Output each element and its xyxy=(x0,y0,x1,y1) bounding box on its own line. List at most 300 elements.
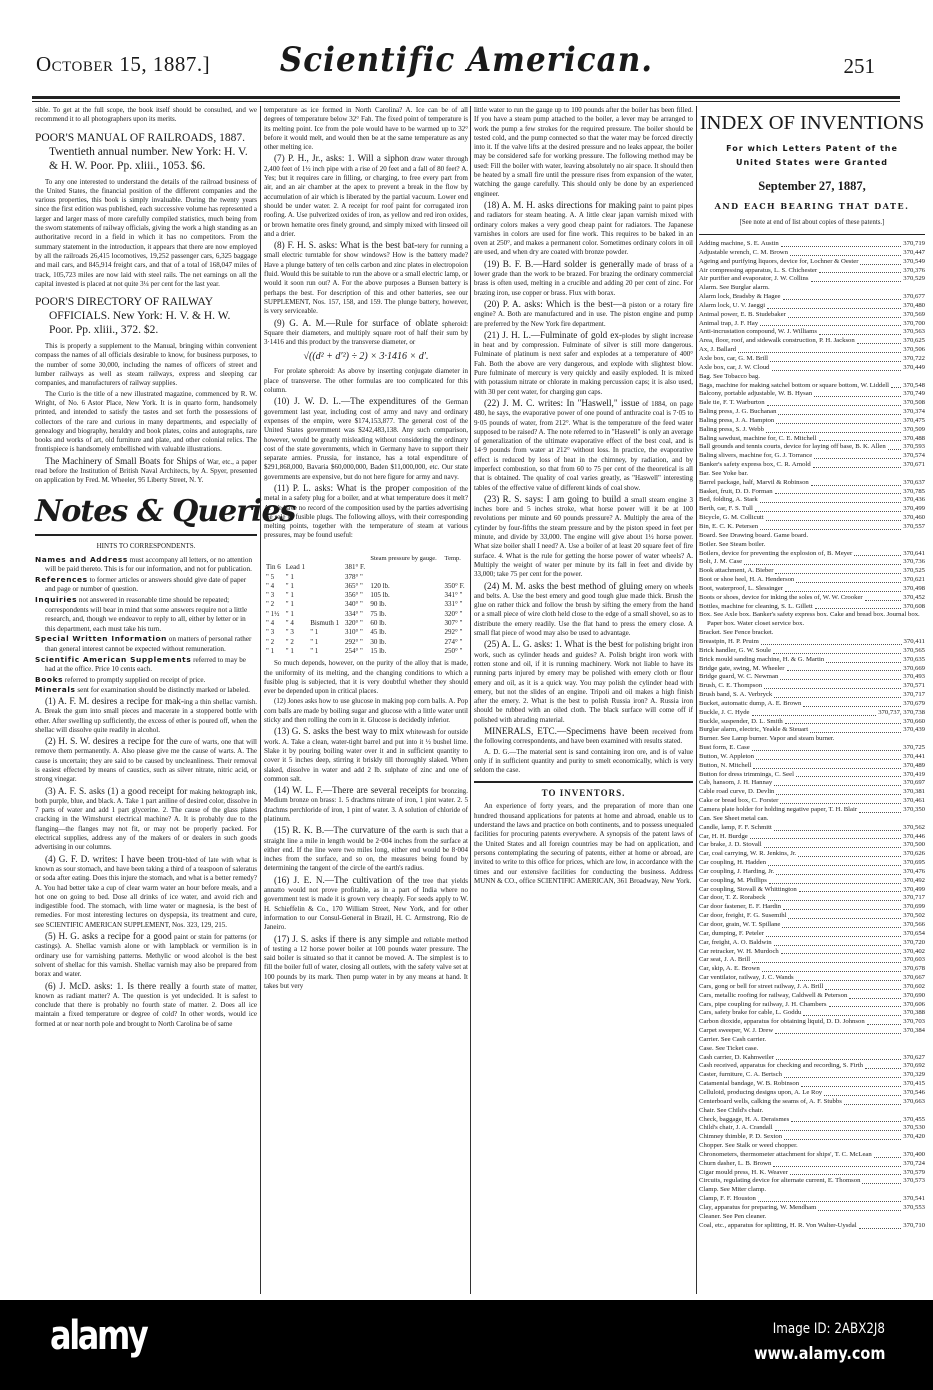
invention-name: Boot, waterproof, L. Slessinger xyxy=(699,584,783,592)
dot-leader xyxy=(796,582,901,583)
query-answer xyxy=(264,396,468,482)
query-lead: MINERALS, ETC.—Specimens have been xyxy=(484,726,649,736)
query-lead: (2) H. S. W. desires a recipe for the xyxy=(45,736,178,747)
dot-leader xyxy=(750,838,902,839)
patent-number: 370,669 xyxy=(903,664,925,672)
index-entry xyxy=(699,841,925,850)
paragraph: A. D. G.—The material sent is sand containing iron ore, and is of value only if in sufficient quantity and purity to smelt economically, which is very seldom the case. xyxy=(474,747,693,775)
patent-number: 370,677 xyxy=(903,293,925,301)
dot-leader xyxy=(775,1033,901,1034)
patent-number: 370,489 xyxy=(903,761,925,769)
index-entry xyxy=(699,956,925,965)
index-entry xyxy=(699,470,925,479)
column-divider xyxy=(470,106,471,1294)
patent-number: 370,749 xyxy=(903,390,925,398)
invention-name: Car, coal carrying, W. R. Jenkins, Jr. xyxy=(699,850,797,858)
dot-leader xyxy=(865,600,902,601)
hint-text: must accompany all letters, or no attention will be paid thereto. This is for our information, and not for publication. xyxy=(45,555,253,574)
table-cell: 320° " xyxy=(344,619,363,628)
patent-number: 370,502 xyxy=(903,912,925,920)
patent-number: 370,509 xyxy=(903,425,925,433)
invention-name: Cash carrier, D. Kahnweiler xyxy=(699,1053,774,1061)
query-text: bled of late with what is known as sour stomach, and have been taking a third of a teaspoon of saleratus or soda after eating. Does this injure the stomach, and what is a better remedy? A. You had better take a cup of clear warm water an hour before meals, and a hot one on going to bed. Dose all drinks of ice water, and avoid rich and indigestible food. The stomach, with lime water or magnesia, is the best of remedies. For most interesting lectures on dyspepsia, its treatment and cure, see SCIENTIFIC AMERICAN SUPPLEMENT, Nos. 323, 129, 215. xyxy=(35,855,257,929)
patent-number: 370,525 xyxy=(903,567,925,575)
invention-name: Axle box, car, G. M. Brill xyxy=(699,354,769,362)
query-answer xyxy=(264,825,468,873)
table-cell: " 4 xyxy=(266,619,275,628)
index-entry xyxy=(699,638,925,647)
invention-name: Baling slivers, machine for, G. J. Torrance xyxy=(699,452,813,460)
query-text: piston or a rotary fire engine? A. Both are manufactured and in use. The piston engine and pump are preferred by the New York fire department. xyxy=(474,300,694,328)
invention-name: Car coupling, M. Phillips xyxy=(699,876,767,884)
invention-name: Brick handler, G. W. Soule xyxy=(699,646,771,654)
invention-name: Boilers, device for preventing the explosion of, B. Meyer xyxy=(699,549,853,557)
index-entry xyxy=(699,771,925,780)
invention-name: Air compressing apparatus, L. S. Chichester xyxy=(699,266,818,274)
patent-number: 370,660 xyxy=(903,717,925,725)
paragraph: sible. To get at the full scope, the book itself should be consulted, and we recommend it to all photographers upon its merits. xyxy=(35,106,257,124)
index-entry xyxy=(699,797,925,806)
patent-number: 370,436 xyxy=(903,496,925,504)
invention-name: Ball grounds and tennis courts, device for laying off base, B. K. Allen xyxy=(699,443,886,451)
invention-name: Chair. See Child's chair. xyxy=(699,1106,764,1114)
index-entry xyxy=(699,1054,925,1063)
index-entry xyxy=(699,983,925,992)
table-cell xyxy=(308,600,343,609)
patent-number: 370,566 xyxy=(903,920,925,928)
invention-name: Caster, furniture, C. A. Bertsch xyxy=(699,1071,782,1079)
index-entry xyxy=(699,390,925,399)
patent-number: 370,500 xyxy=(903,841,925,849)
invention-name: Bale tie, F. T. Warburton xyxy=(699,399,765,407)
index-entry xyxy=(699,426,925,435)
invention-name: Coal, etc., apparatus for splitting, H. R. Von Walter-Uysdal xyxy=(699,1221,857,1229)
index-entry xyxy=(699,939,925,948)
query-answer xyxy=(35,696,257,735)
paragraph: The Curio is the title of a new illustrated magazine, commenced by R. W. Wright, of No. 6 Astor Place, New York. It is in quarto form, handsomely printed, and intended to satisfy the tastes and set forth the possessions of collectors of the rare and curious in many departments, and especially of genealogy and biography, heraldry and book plates, coins and autographs, rare books and works of art, old furniture and plate, and other colonial relics. The frontispiece is handsomely embellished with valuable illustrations. xyxy=(35,389,257,454)
invention-name: Chronometers, thermometer attachment for ships', T. C. McLean xyxy=(699,1150,872,1158)
dot-leader xyxy=(860,264,901,265)
hint-term: Names and Address xyxy=(35,554,128,564)
alloy-table xyxy=(264,555,468,656)
index-entry xyxy=(699,921,925,930)
dot-leader xyxy=(781,246,902,247)
dot-leader xyxy=(774,945,902,946)
invention-name: Churn dasher, L. B. Brown xyxy=(699,1159,772,1167)
index-entry xyxy=(699,1160,925,1169)
dot-leader xyxy=(865,1068,901,1069)
patent-number: 370,654 xyxy=(903,929,925,937)
query-text: ing a thin shellac varnish. A. Break the gum into small pieces and macerate in a stoppered bottle with ether. After swelling up sufficiently, the excess of ether is poured off, when the shellac will dissolve quite readily in alcohol. xyxy=(35,697,257,734)
query-lead: (4) G. F. D. writes: I have been trou- xyxy=(45,853,186,864)
index-entry xyxy=(699,691,925,700)
invention-name: Adding machine, S. E. Austin xyxy=(699,240,779,247)
table-cell: 250° " xyxy=(444,646,463,655)
index-entry xyxy=(699,532,925,541)
hint-text: referred to may be had at the office. Price 10 cents each. xyxy=(45,655,246,674)
dot-leader xyxy=(819,440,902,441)
patent-number: 370,785 xyxy=(903,487,925,495)
table-header xyxy=(308,555,343,564)
invention-name: Carrier. See Cash carrier. xyxy=(699,1035,767,1043)
table-header: Temp. xyxy=(444,554,461,562)
table-cell xyxy=(368,563,442,572)
index-entry xyxy=(699,1124,925,1133)
patent-number: 370,710 xyxy=(903,1221,925,1229)
query-lead: (17) J. S. asks if there is any simple xyxy=(274,933,410,944)
query-lead: (11) P. L. asks: What is the proper xyxy=(274,482,410,493)
dot-leader xyxy=(774,785,901,786)
query-answer xyxy=(474,494,693,580)
patent-number: 370,402 xyxy=(903,947,925,955)
invention-name: Camera plate holder for holding negative paper, T. H. Blair xyxy=(699,806,858,813)
index-entry xyxy=(699,1018,925,1027)
invention-name: Bust form, E. Case xyxy=(699,744,750,752)
index-entry xyxy=(699,594,925,603)
query-text: spheroid: Square their diameters, and multiply square root of half their sum by 3·1416 and this product by the transverse diameter, or xyxy=(264,319,468,347)
index-entry xyxy=(699,665,925,674)
table-cell: " 1 xyxy=(285,581,294,590)
index-entry xyxy=(699,275,925,284)
dot-leader xyxy=(760,325,901,326)
table-cell xyxy=(308,573,343,582)
table-cell: Bismuth 1 xyxy=(310,619,340,628)
query-answer xyxy=(35,931,257,979)
spheroid-formula: √((d² + d′²) ÷ 2) × 3·1416 × d′. xyxy=(303,351,429,363)
correspondent-hint xyxy=(35,595,257,634)
dot-leader xyxy=(814,458,901,459)
query-answer xyxy=(264,153,468,239)
index-entry xyxy=(699,1177,925,1186)
table-row xyxy=(264,582,468,591)
dot-leader xyxy=(775,573,901,574)
patent-number: 370,626 xyxy=(903,850,925,858)
index-entry xyxy=(699,700,925,709)
table-header xyxy=(264,555,284,564)
patent-number: 370,571 xyxy=(903,682,925,690)
invention-name: Cars, gong or bell for street railway, J. A. Brill xyxy=(699,982,824,990)
query-lead: (16) J. E. N.—The cultivation of the xyxy=(274,874,420,885)
page-number: 251 xyxy=(843,54,875,78)
patent-number: 370,411 xyxy=(903,637,925,645)
dot-leader xyxy=(758,1201,901,1202)
query-text: emery on wheels and belts. A. Use the best emery and good tough glue made thick. Brush the glue on rather thick and follow the brush by sifting the emery from the hand or a small piece of wire cloth held close to the edge of a small shovel, so as to distribute the emery readily. Use the flat hand to press the emery close. A small flat piece of wood may also be used to advantage. xyxy=(474,582,693,638)
query-answer xyxy=(474,330,693,397)
table-cell: " 4 xyxy=(266,581,275,590)
index-entry xyxy=(699,1133,925,1142)
dot-leader xyxy=(826,662,901,663)
patent-number: 370,603 xyxy=(903,956,925,964)
query-lead: (18) A. M. H. asks directions for making xyxy=(484,199,637,210)
invention-name: Cleaner. See Pen cleaner. xyxy=(699,1212,767,1220)
dot-leader xyxy=(780,679,901,680)
invention-name: Board. See Drawing board. Game board. xyxy=(699,531,809,539)
dot-leader xyxy=(772,370,902,371)
table-cell: " 3 xyxy=(266,628,275,637)
index-entry xyxy=(699,744,925,753)
dot-leader xyxy=(774,830,901,831)
invention-name: Clay, apparatus for preparing, W. Mendham xyxy=(699,1203,817,1211)
invention-name: Barrel package, half, Marvil & Robinson xyxy=(699,478,809,486)
dot-leader xyxy=(784,1077,901,1078)
invention-name: Bag. See Tobacco bag. xyxy=(699,372,760,380)
invention-name: Car retracker, W. H. Murdoch xyxy=(699,947,779,955)
invention-name: Car door, freight, F. G. Susemihl xyxy=(699,912,787,920)
dot-leader xyxy=(796,776,901,777)
query-answer xyxy=(264,240,468,316)
patent-number: 370,678 xyxy=(903,965,925,973)
index-entry xyxy=(699,912,925,921)
index-entry xyxy=(699,1071,925,1080)
index-entry xyxy=(699,488,925,497)
patent-number: 370,637 xyxy=(903,478,925,486)
table-cell: 254° " xyxy=(344,646,363,655)
index-entry xyxy=(699,382,925,391)
table-cell: " 5 xyxy=(266,572,275,581)
query-answer xyxy=(474,259,693,298)
query-lead: (23) R. S. says: I am going to build a xyxy=(484,493,629,504)
query-text: of War, etc., a paper read before the Institution of British Naval Architects, by A. Spyer, presented on application by Fred. M. Wheeler, 95 Liberty Street, N. Y. xyxy=(35,457,257,485)
dot-leader xyxy=(862,1183,901,1184)
dot-leader xyxy=(782,927,901,928)
table-header xyxy=(284,555,308,564)
table-cell: 381° F. xyxy=(344,563,366,572)
patent-number: 370,415 xyxy=(903,1080,925,1088)
book-notice-heading: POOR'S MANUAL OF RAILROADS, 1887. Twentieth annual number. New York: H. V. & H. W. Poor. Pp. xliii., 1053. $6. xyxy=(35,131,248,172)
dot-leader xyxy=(801,1086,901,1087)
table-cell: " 3 xyxy=(266,591,275,600)
patent-number: 370,493 xyxy=(903,673,925,681)
invention-name: Bicycle, G. M. Collicutt xyxy=(699,514,764,522)
dot-leader xyxy=(788,317,901,318)
column-3 xyxy=(474,106,693,1296)
invention-name: Button, W. Appleton xyxy=(699,752,754,760)
index-entry xyxy=(699,930,925,939)
patent-number: 370,508 xyxy=(903,399,925,407)
paragraph: temperature as ice formed in North Carolina? A. Ice can be of all degrees of temperature below 32° Fah. The fixed point of temperature is its melting point. Ice from the pole would have to be warmed up to 32° before it would melt, and would then be at the same temperature as any other melting ice. xyxy=(264,106,468,152)
query-text: tery for running a small electric turntable for show windows? How is the battery made? Have a plunge battery of ten cells carbon and zinc plates in electropoion fluid. Would this be suitable to run the above or a small electric lamp, or would it soon run out? A. For the above purposes a Bunsen battery is perhaps the best. For description of this and other batteries, see our SUPPLEMENT, Nos. 157, 158, and 159. The plunge battery, however, is very serviceable. xyxy=(264,242,468,316)
query-text: paint to paint pipes and radiators for steam heating. A. A little clear japan varnish mixed with ordinary colors makes a very good cheap paint for radiators. The Japanese varnishes in colors are used for fine work. This requires to be baked in an oven at 250°, and makes a permanent color. Sometimes ordinary colors in oil are used, and when dry are coated with bronze powder. xyxy=(474,201,693,257)
query-text: making hektograph ink, both purple, blue, and black. A. Take 1 part aniline of desired color, dissolve in 7 parts of water and add 1 part glycerine. 2. The cause of the glass plates cracking in the Wimshurst electrical machine? A. It is probably due to the flanging—the flanges may not fit, or may not be properly packed. For electrical supplies, address any of the makers of or dealers in such goods advertising in our columns. xyxy=(35,787,258,852)
patent-number: 370,374 xyxy=(903,408,925,416)
invention-name: Animal trap, J. F. Hay xyxy=(699,319,759,327)
table-cell: " 1 xyxy=(285,591,294,600)
invention-name: Baling press, J. A. Hampton xyxy=(699,416,775,424)
invention-name: Buckle, J. C. Hyde xyxy=(699,708,750,716)
dot-leader xyxy=(768,865,901,866)
invention-name: Chopper. See Stalk or weed chopper. xyxy=(699,1142,798,1150)
patent-number: 370,376 xyxy=(903,266,925,274)
paragraph: An experience of forty years, and the preparation of more than one hundred thousand applications for patents at home and abroad, enable us to understand the laws and practice on both continents, and to possess unequaled facilities for procuring patents everywhere. A synopsis of the patent laws of the United States and all foreign countries may be had on application, and persons contemplating the securing of patents, either at home or abroad, are invited to write to this office for prices, which are low, in accordance with the times and our extensive facilities for conducting the business. Address MUNN & CO., office SCIENTIFIC AMERICAN, 361 Broadway, New York. xyxy=(474,802,693,885)
patent-number: 370,663 xyxy=(903,1097,925,1105)
invention-name: Cab, hansom, J. H. Hannay xyxy=(699,779,773,787)
invention-name: Bottles, machine for cleaning, S. L. Gillett xyxy=(699,602,813,610)
invention-name: Burner. See Lamp burner. Vapor and steam burner. xyxy=(699,735,835,743)
index-entry xyxy=(699,479,925,488)
table-cell: 320° " xyxy=(444,609,463,618)
query-lead: (8) F. H. S. asks: What is the best bat- xyxy=(274,240,418,251)
patent-number: 370,574 xyxy=(903,452,925,460)
patent-number: 370,546 xyxy=(903,1089,925,1096)
index-entry xyxy=(699,735,925,744)
invention-name: Box. See Axle box. Banker's safety express box. Cake and bread box. Journal box. Paper box. Water closet service box. xyxy=(699,611,920,628)
table-header: Steam pressure by gauge. xyxy=(370,554,437,562)
query-text: earth is such that a straight line a mile in length would be 2·004 inches from the surface at either end. If the line were two miles long, either end would be 8·004 inches from the surface, and so on, the measures being found by determining the tangent of the circle of the earth's radius. xyxy=(264,827,468,873)
index-entry xyxy=(699,302,925,311)
table-cell: 292° " xyxy=(344,637,363,646)
query-text: for bronzing. Medium bronze on brass: 1. 5 drachms nitrate of iron, 1 pint water. 2. 5 drachms perchloride of iron, 1 pint of water. 3. A solution of chloride of platinum. xyxy=(264,787,469,823)
table-cell: 60 lb. xyxy=(370,619,387,628)
invention-name: Boot or shoe heel, H. A. Henderson xyxy=(699,576,795,584)
invention-name: Air purifier and evaporator, J. W. Collins xyxy=(699,275,809,283)
index-entry xyxy=(699,328,925,337)
invention-name: Car, dumping, F. Peteler xyxy=(699,929,764,937)
patent-number: 370,492 xyxy=(903,876,925,884)
dot-leader xyxy=(811,485,902,486)
index-entry xyxy=(699,284,925,293)
query-lead: (6) J. McD. asks: 1. Is there really a xyxy=(45,980,189,991)
paragraph: little water to run the gauge up to 100 pounds after the boiler has been filled. If you have a steam pump attached to the boiler, a lever may be arranged to work the pump a few strokes for the required pressure. The boiler should be tested cold, and the pump connected so that the water may be forced directly into it. If the valve lifts at the desired pressure and no leaks appear, the boiler may be considered safe for working pressure. The following method may be used: Fill the boiler with water, leaving absolutely no air space. It should then be heated by a small fire until the pressure rises from expansion of the water, watching the gauge carefully. This should only be done by an experienced engineer. xyxy=(474,106,693,198)
invention-name: Bin, E. C. K. Petersen xyxy=(699,523,759,530)
query-text: the German government last year, including cost of army and navy and ordinary expenses of the empire, were $174,153,877. The general cost of the United States government was $242,483,138. Any such comparison, however, would be greatly misleading without considering the ordinary cost of the state governments, which in Germany have to support their separate armies. Prussia, for instance, has a total expenditure of $291,868,000, Bavaria $60,000,000, Baden $11,000,000, etc. Our state governments are expensive, but do not here figure for army and navy. xyxy=(264,398,468,481)
index-entry xyxy=(699,1009,925,1018)
invention-name: Alarm. See Burglar alarm. xyxy=(699,284,770,292)
masthead-title: Scientific American. xyxy=(279,40,654,80)
invention-name: Carpet sweeper, W. J. Drew xyxy=(699,1027,774,1035)
index-entry xyxy=(699,364,925,373)
index-entry xyxy=(699,833,925,842)
patent-number: 370,400 xyxy=(903,1150,925,1158)
dot-leader xyxy=(824,1095,901,1096)
watermark-url: www.alamy.com xyxy=(753,1344,885,1364)
patent-number: 370,722 xyxy=(903,354,925,362)
query-answer xyxy=(264,785,468,824)
index-entry xyxy=(699,824,925,833)
patent-number: 370,419 xyxy=(903,770,925,778)
section-rule xyxy=(474,781,693,783)
index-entry xyxy=(699,1151,925,1160)
query-lead: (22) J. M. C. writes: In "Haswell," issue xyxy=(484,397,640,408)
dot-leader xyxy=(776,1059,901,1060)
patent-number: 370,541 xyxy=(903,1195,925,1203)
query-text: small steam engine 3 inches bore and 5 inches stroke, what horse power will it be at 100 revolutions per minute and 60 pounds pressure? A. Multiply the area of the cylinder by four-fifths the steam pressure and by the piston speed in feet per minute, and divide by 33,000. The engine will give about 1½ horse power. What size boiler shall I need? A. Use a boiler of at least 20 square feet of fire surface. 4. What is the rule for getting the horse power of water wheels? A. Multiply the weight of water per minute by its fall in feet and divide by 33,000; take 75 per cent for the power. xyxy=(474,495,693,579)
patent-number: 370,563 xyxy=(903,328,925,336)
index-rule xyxy=(699,234,925,235)
index-title: INDEX OF INVENTIONS xyxy=(699,112,925,134)
invention-name: Bridge gate, swing, M. Wheeler xyxy=(699,664,785,672)
patent-number: 370,692 xyxy=(903,1062,925,1070)
invention-name: Burglar alarm, electric, Yeakle & Steuart xyxy=(699,726,809,734)
patent-number: 370,449 xyxy=(903,363,925,371)
table-cell xyxy=(308,610,343,619)
patent-number: 370,475 xyxy=(903,416,925,424)
index-entry xyxy=(699,576,925,585)
dot-leader xyxy=(814,396,901,397)
invention-name: Check, baggage, H. A. Deraismes xyxy=(699,1115,790,1123)
patent-number: 370,641 xyxy=(903,549,925,557)
index-entry xyxy=(699,629,925,638)
invention-name: Cable road curve, D. Devlin xyxy=(699,788,775,796)
index-entry xyxy=(699,408,925,417)
patent-number: 370,736 xyxy=(903,558,925,566)
dot-leader xyxy=(769,883,901,884)
invention-name: Animal power, E. B. Studebaker xyxy=(699,310,786,318)
query-answer xyxy=(474,299,693,329)
index-entry xyxy=(699,753,925,762)
index-entry xyxy=(699,1098,925,1107)
table-cell: " 1 xyxy=(310,628,319,637)
section-heading: HINTS TO CORRESPONDENTS. xyxy=(96,541,196,550)
invention-name: Button for dress trimmings, C. Seel xyxy=(699,770,794,778)
patent-number: 370,460 xyxy=(903,514,925,522)
index-entry xyxy=(699,585,925,594)
table-row xyxy=(264,619,468,628)
table-cell: " 2 xyxy=(266,600,275,609)
dot-leader xyxy=(744,564,901,565)
patent-number: 370,703 xyxy=(903,1018,925,1026)
query-answer xyxy=(35,786,257,853)
query-answer xyxy=(474,581,693,639)
dot-leader xyxy=(761,644,902,645)
invention-name: Cars, pipe coupling for railway, J. H. Chambers xyxy=(699,1000,827,1008)
table-row xyxy=(264,600,468,609)
table-cell: " 1 xyxy=(266,646,275,655)
invention-name: Cars, metallic roofing for railway, Caldwell & Peterson xyxy=(699,991,848,999)
index-entry xyxy=(699,249,925,258)
invention-name: Bolt, J. M. Case xyxy=(699,558,743,566)
dot-leader xyxy=(767,405,902,406)
dot-leader xyxy=(785,723,902,724)
column-divider xyxy=(696,106,697,1294)
patent-number: 370,439 xyxy=(903,726,925,734)
correspondent-hint xyxy=(35,655,257,675)
dot-leader xyxy=(815,608,902,609)
index-entry xyxy=(699,992,925,1001)
invention-name: Baling sawdust, machine for, C. E. Mitchell xyxy=(699,434,817,442)
invention-name: Car door, grain, W. T. Spillane xyxy=(699,920,781,928)
table-header-row xyxy=(264,555,468,564)
dot-leader xyxy=(829,1006,902,1007)
index-entry xyxy=(699,877,925,886)
invention-name: Basket, fruit, D. D. Forman xyxy=(699,487,773,495)
index-entry xyxy=(699,1080,925,1089)
hint-term: Special Written Information xyxy=(35,634,167,644)
table-cell: 120 lb. xyxy=(370,581,390,590)
index-entry xyxy=(699,240,925,249)
index-entry xyxy=(699,806,925,815)
invention-name: Alarm lock, Bradsby & Hagee xyxy=(699,293,781,301)
index-entry xyxy=(699,1089,925,1098)
index-entry xyxy=(699,373,925,382)
table-cell: " 1 xyxy=(310,646,319,655)
dot-leader xyxy=(773,1166,901,1167)
index-entry xyxy=(699,726,925,735)
table-row xyxy=(264,573,468,582)
invention-name: Boiler. See Steam boiler. xyxy=(699,540,766,548)
table-row xyxy=(264,610,468,619)
index-entry xyxy=(699,461,925,470)
patent-number: 370,621 xyxy=(903,576,925,584)
index-entry xyxy=(699,762,925,771)
dot-leader xyxy=(784,1139,901,1140)
column-divider xyxy=(260,106,261,1294)
patent-number: 370,461 xyxy=(903,797,925,805)
patent-number: 370,384 xyxy=(903,1027,925,1035)
invention-name: Anti-incrustation compound, W. J. Williams xyxy=(699,328,817,336)
query-text: received from the following correspondents, and have been examined with results stated. xyxy=(474,728,693,746)
patent-number: 370,480 xyxy=(903,301,925,309)
dot-leader xyxy=(796,980,902,981)
